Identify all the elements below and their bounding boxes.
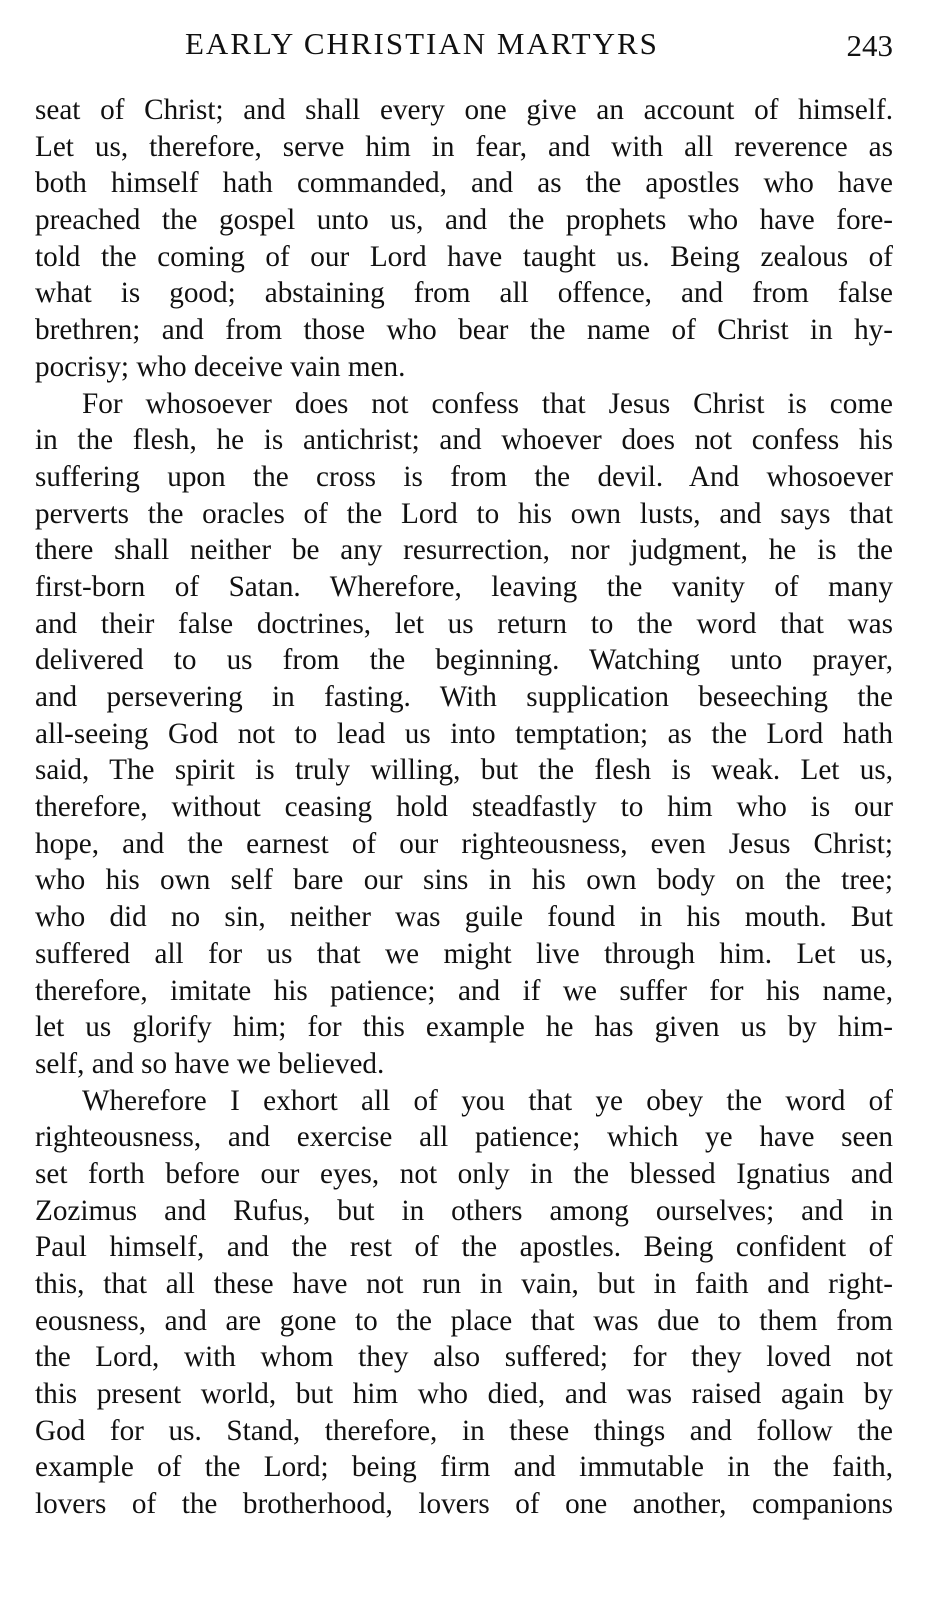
paragraph bbox=[35, 386, 893, 1083]
running-title: EARLY CHRISTIAN MARTYRS bbox=[185, 26, 659, 61]
text-line: suffered all for us that we might live through him. Let us, bbox=[35, 937, 893, 970]
text-line: who did no sin, neither was guile found in his mouth. But bbox=[35, 901, 893, 934]
text-line: all-seeing God not to lead us into temptation; as the Lord hath bbox=[35, 717, 893, 750]
body-text bbox=[35, 92, 893, 1523]
paragraph bbox=[35, 1083, 893, 1523]
text-line: therefore, imitate his patience; and if we suffer for his name, bbox=[35, 974, 893, 1007]
text-line: this, that all these have not run in vain, but in faith and right- bbox=[35, 1268, 893, 1300]
text-line: hope, and the earnest of our righteousness, even Jesus Christ; bbox=[35, 827, 893, 860]
page-number: 243 bbox=[846, 28, 893, 63]
text-line: the Lord, with whom they also suffered; for they loved not bbox=[35, 1341, 893, 1374]
text-line: let us glorify him; for this example he has given us by him- bbox=[35, 1011, 893, 1044]
text-line: in the flesh, he is antichrist; and whoever does not confess his bbox=[35, 424, 893, 457]
text-line: set forth before our eyes, not only in the blessed Ignatius and bbox=[35, 1157, 893, 1190]
text-line: lovers of the brotherhood, lovers of one another, companions bbox=[35, 1488, 893, 1521]
text-line: preached the gospel unto us, and the prophets who have fore- bbox=[35, 204, 893, 237]
text-line: and persevering in fasting. With supplication beseeching the bbox=[35, 681, 893, 713]
text-line: God for us. Stand, therefore, in these things and follow the bbox=[35, 1414, 893, 1447]
text-line: therefore, without ceasing hold steadfastly to him who is our bbox=[35, 791, 893, 824]
text-line: brethren; and from those who bear the name of Christ in hy- bbox=[35, 314, 893, 347]
text-line: and their false doctrines, let us return to the word that was bbox=[35, 607, 893, 640]
text-line: seat of Christ; and shall every one give an account of himself. bbox=[35, 94, 893, 126]
running-head bbox=[35, 22, 893, 74]
book-page bbox=[35, 22, 893, 1523]
text-line: eousness, and are gone to the place that was due to them from bbox=[35, 1304, 893, 1337]
text-line: this present world, but him who died, and was raised again by bbox=[35, 1378, 893, 1411]
text-line: delivered to us from the beginning. Watching unto prayer, bbox=[35, 644, 893, 677]
text-line: Zozimus and Rufus, but in others among ourselves; and in bbox=[35, 1194, 893, 1227]
text-line: what is good; abstaining from all offence, and from false bbox=[35, 277, 893, 310]
paragraph bbox=[35, 92, 893, 386]
text-line: there shall neither be any resurrection, nor judgment, he is the bbox=[35, 534, 893, 567]
text-line: righteousness, and exercise all patience; which ye have seen bbox=[35, 1121, 893, 1154]
text-line: suffering upon the cross is from the devil. And whosoever bbox=[35, 460, 893, 493]
text-line: Let us, therefore, serve him in fear, and with all reverence as bbox=[35, 130, 893, 163]
text-line: first-born of Satan. Wherefore, leaving the vanity of many bbox=[35, 570, 893, 603]
text-line: pocrisy; who deceive vain men. bbox=[35, 350, 406, 383]
text-line: perverts the oracles of the Lord to his own lusts, and says that bbox=[35, 497, 893, 530]
text-line: who his own self bare our sins in his own body on the tree; bbox=[35, 864, 893, 897]
text-line: example of the Lord; being firm and immutable in the faith, bbox=[35, 1451, 893, 1484]
text-line: self, and so have we believed. bbox=[35, 1047, 385, 1080]
text-line: For whosoever does not confess that Jesus Christ is come bbox=[82, 387, 893, 420]
text-line: both himself hath commanded, and as the apostles who have bbox=[35, 167, 893, 200]
text-line: told the coming of our Lord have taught us. Being zealous of bbox=[35, 240, 893, 273]
text-line: said, The spirit is truly willing, but the flesh is weak. Let us, bbox=[35, 754, 893, 787]
text-line: Paul himself, and the rest of the apostles. Being confident of bbox=[35, 1231, 893, 1264]
text-line: Wherefore I exhort all of you that ye obey the word of bbox=[82, 1084, 893, 1117]
